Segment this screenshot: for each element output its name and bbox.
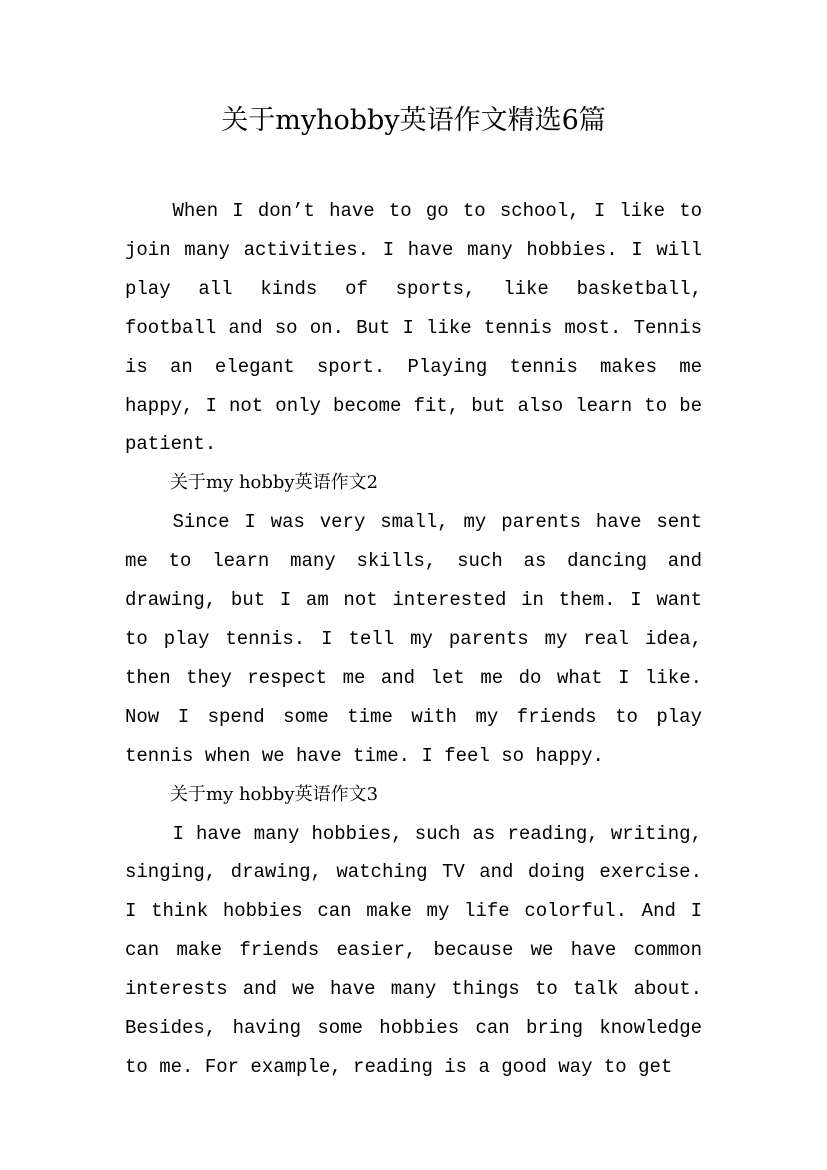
essay-heading-3: 关于my hobby英语作文3 (170, 783, 379, 805)
essay-paragraph-2: Since I was very small, my parents have sent me to learn many skills, such as dancing and drawing, but I am not interested in them. I want to play tennis. I tell my parents my real idea, then they respect me and let me do what I like. Now I spend some time with my friends to play tennis when we have time. I feel so happy. (125, 511, 702, 767)
essay-paragraph-1: When I don’t have to go to school, I like to join many activities. I have many hobbies. I will play all kinds of sports, like basketball, football and so on. But I like tennis most. Tennis is an elegant sport. Playing tennis makes me happy, I not only become fit, but also learn to be patient. (125, 200, 702, 456)
essay-heading-2: 关于my hobby英语作文2 (170, 472, 379, 494)
essay-paragraph-3: I have many hobbies, such as reading, writing, singing, drawing, watching TV and doing exercise. I think hobbies can make my life colorful. And I can make friends easier, because we have common interests and we have many things to talk about. Besides, having some hobbies can bring knowledge to me. For example, reading is a good way to get (125, 822, 702, 1078)
document-body (125, 192, 702, 1087)
document-title: 关于myhobby英语作文精选6篇 (221, 105, 606, 136)
